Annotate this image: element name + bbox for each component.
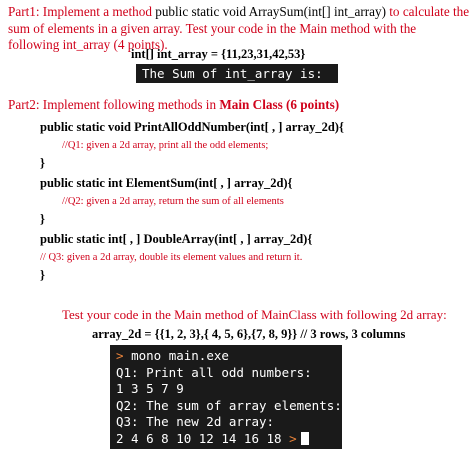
terminal-command: mono main.exe	[131, 348, 229, 363]
terminal-line: 2 4 6 8 10 12 14 16 18	[116, 430, 282, 446]
method1-close-brace: }	[40, 156, 45, 170]
terminal-line: Q2: The sum of array elements: 45	[116, 397, 365, 413]
part2-heading	[8, 97, 339, 113]
method3-comment: // Q3: given a 2d array, double its element values and return it.	[40, 252, 303, 263]
part1-intro-b: to calculate the sum of elements in a given array. Test your code in the Main method with the following int_array (4 points).	[8, 4, 470, 52]
part1-array-declaration: int[] int_array = {11,23,31,42,53}	[131, 47, 306, 61]
method1-comment: //Q1: given a 2d array, print all the odd elements;	[62, 140, 269, 151]
prompt-icon: >	[116, 348, 124, 363]
terminal-last-line	[116, 431, 342, 448]
method2-close-brace: }	[40, 212, 45, 226]
part1-terminal-output: The Sum of int_array is: 160	[136, 64, 338, 83]
part2-heading-b: Main Class (6 points)	[219, 97, 340, 112]
part1-method-signature: public static void ArraySum(int[] int_array)	[155, 4, 386, 19]
terminal-line: Q1: Print all odd numbers:	[116, 364, 312, 380]
part2-heading-a: Part2: Implement following methods in	[8, 97, 220, 112]
method3-signature: public static int[ , ] DoubleArray(int[ , ] array_2d){	[40, 232, 313, 246]
cursor-icon[interactable]	[301, 432, 309, 445]
terminal-line: 1 3 5 7 9	[116, 381, 184, 396]
prompt-icon: >	[289, 430, 297, 446]
method3-close-brace: }	[40, 268, 45, 282]
terminal-line: Q3: The new 2d array:	[116, 414, 275, 429]
method1-signature: public static void PrintAllOddNumber(int[ , ] array_2d){	[40, 120, 344, 134]
method2-signature: public static int ElementSum(int[ , ] array_2d){	[40, 176, 293, 190]
part2-terminal	[110, 345, 365, 449]
terminal-command-line	[116, 348, 342, 365]
test-instructions: Test your code in the Main method of MainClass with following 2d array:	[62, 307, 447, 322]
method2-comment: //Q2: given a 2d array, return the sum of all elements	[62, 196, 284, 207]
part2-array-declaration: array_2d = {{1, 2, 3},{ 4, 5, 6},{7, 8, 9}} // 3 rows, 3 columns	[92, 327, 406, 341]
part1-intro-a: Part1: Implement a method	[8, 4, 156, 19]
